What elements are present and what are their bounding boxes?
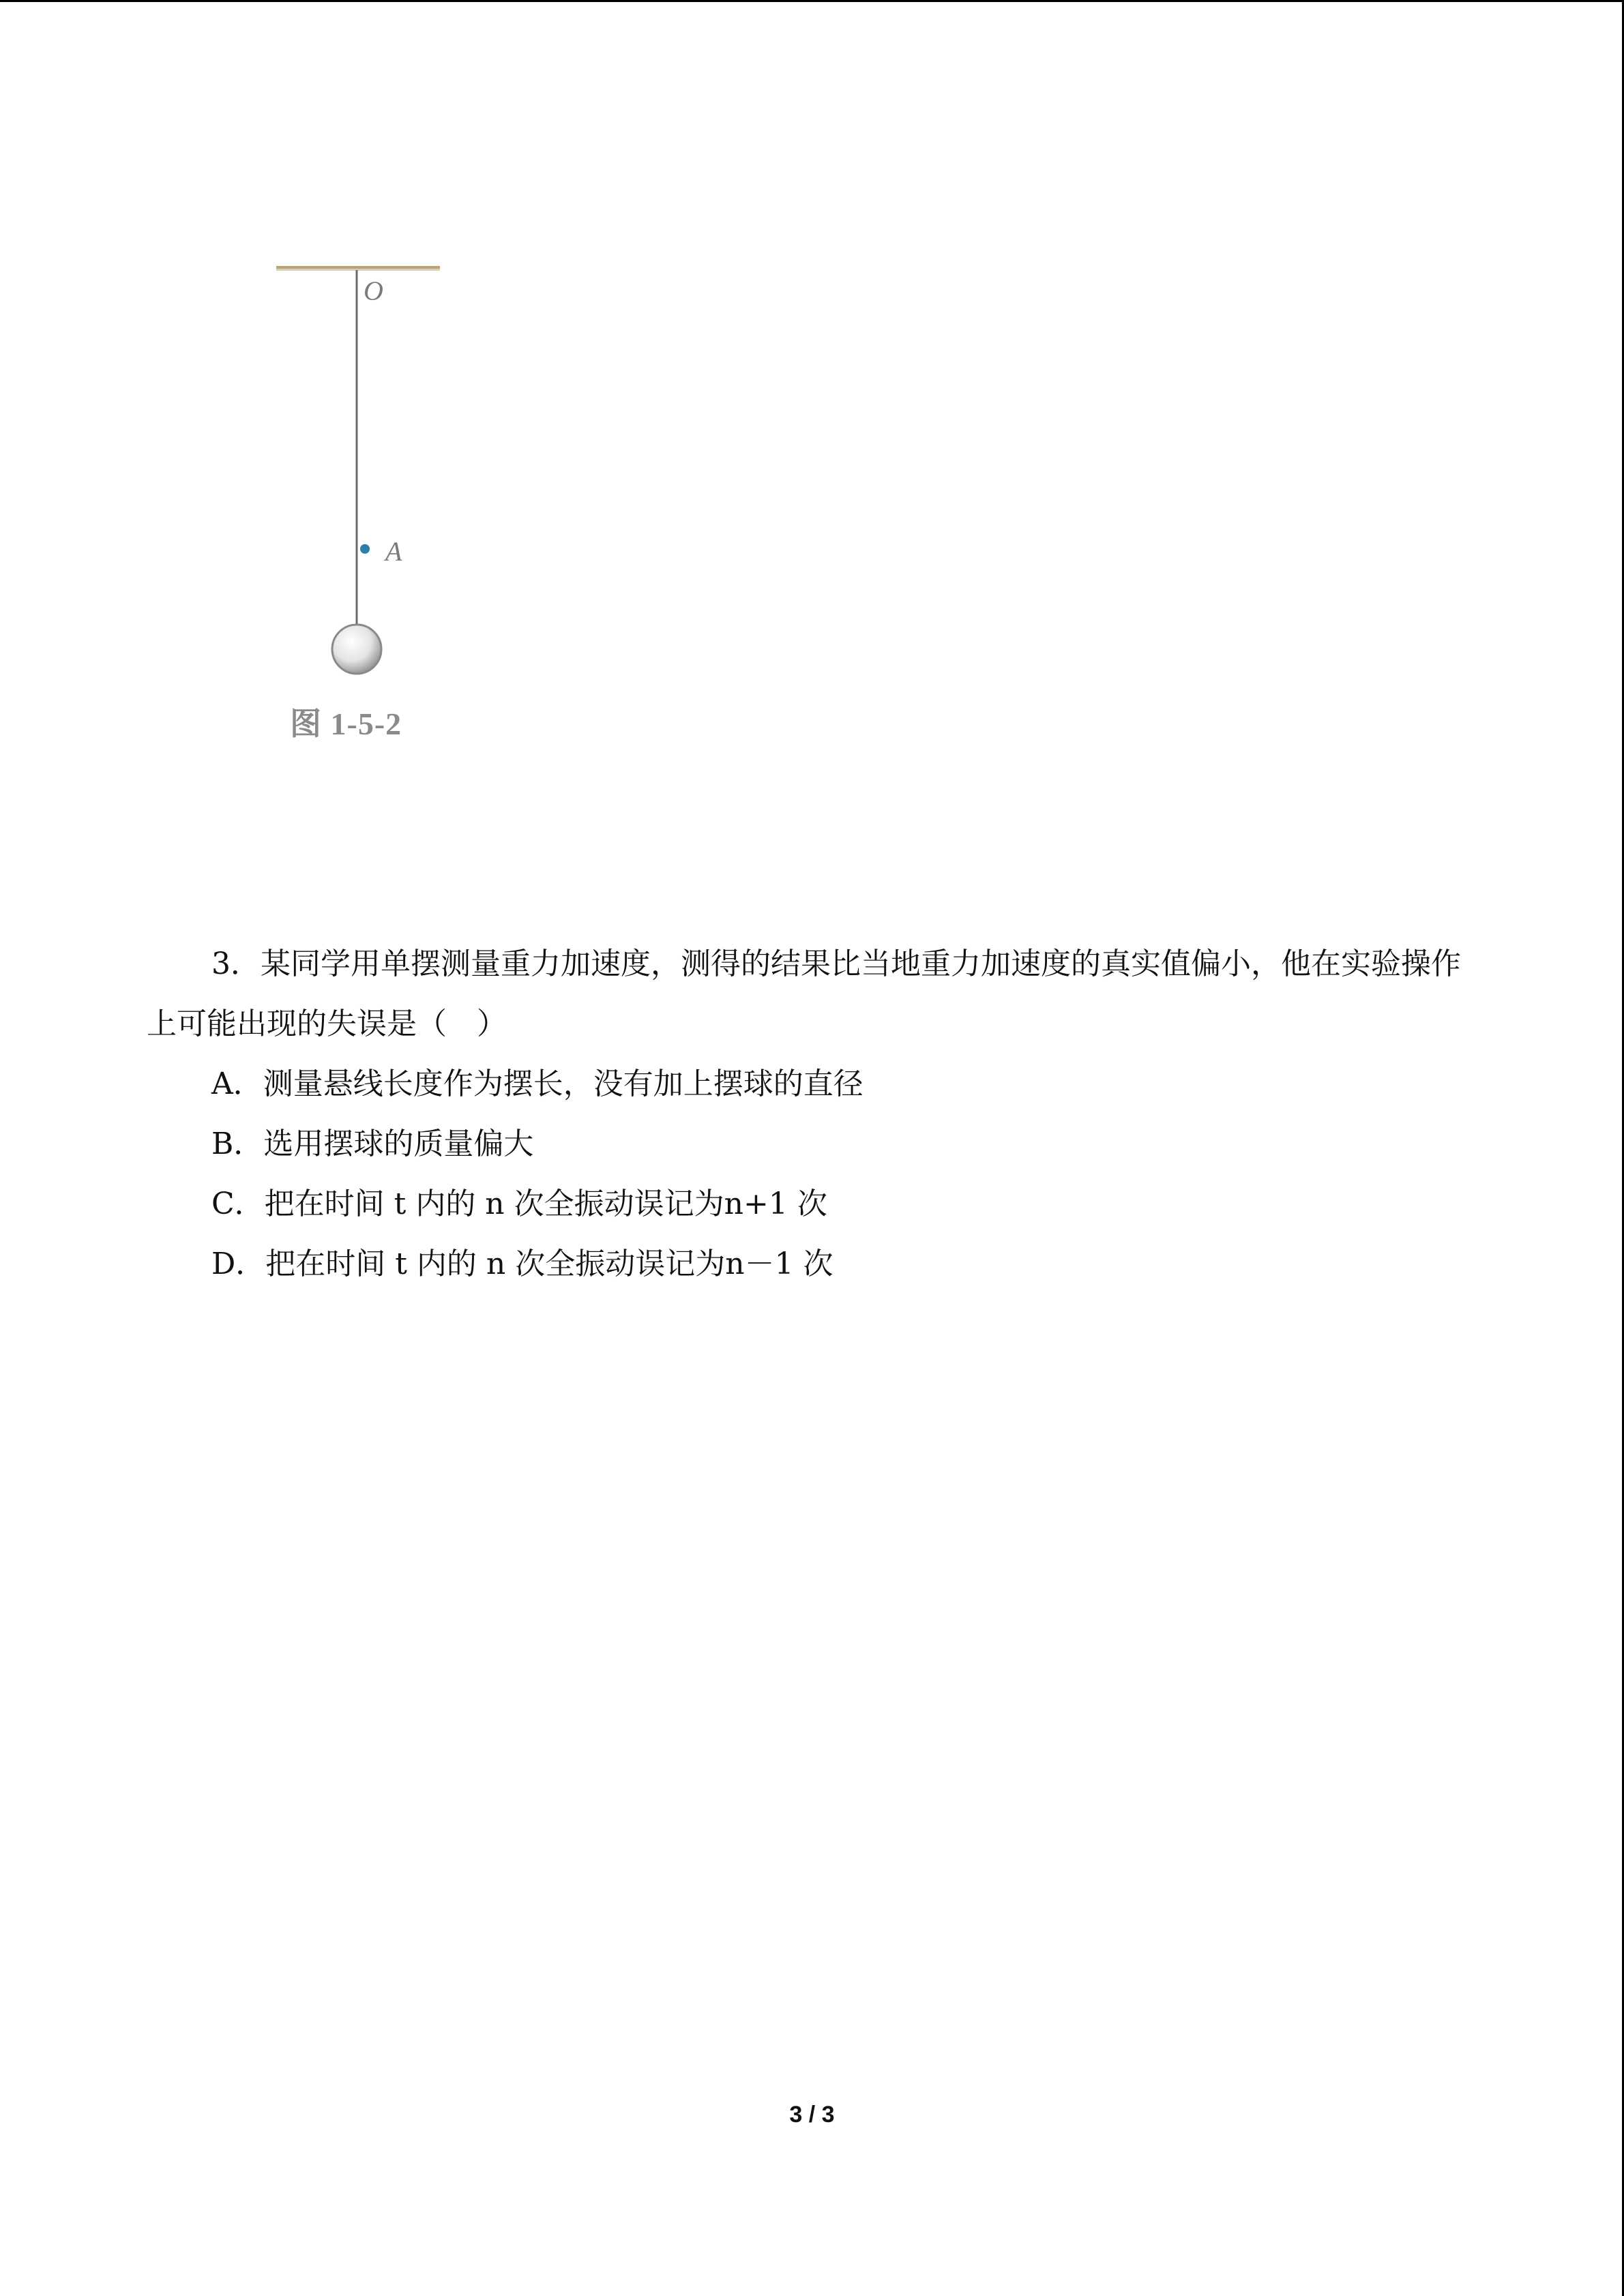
figure-caption: 图 1-5-2 xyxy=(290,706,402,741)
option-a: A．测量悬线长度作为摆长，没有加上摆球的直径 xyxy=(211,1067,863,1101)
question-stem: 3．某同学用单摆测量重力加速度，测得的结果比当地重力加速度的真实值偏小，他在实验操作上可能出现的失误是（ ） xyxy=(147,946,1461,1041)
question-3 xyxy=(147,934,1483,1294)
page-top-border xyxy=(0,0,1624,2)
pendulum-figure xyxy=(269,259,460,757)
pendulum-diagram xyxy=(269,259,460,696)
ceiling-bar xyxy=(276,266,440,269)
ceiling-shade xyxy=(276,269,440,271)
point-a-label: A xyxy=(385,536,402,567)
page-number: 3 / 3 xyxy=(789,2102,835,2128)
point-a-marker xyxy=(360,544,370,554)
option-c: C．把在时间 t 内的 n 次全振动误记为n+1 次 xyxy=(211,1187,827,1221)
pendulum-bob xyxy=(332,625,381,674)
option-b: B．选用摆球的质量偏大 xyxy=(211,1127,534,1161)
option-d: D．把在时间 t 内的 n 次全振动误记为n－1 次 xyxy=(211,1247,833,1281)
point-o-label: O xyxy=(364,275,383,306)
